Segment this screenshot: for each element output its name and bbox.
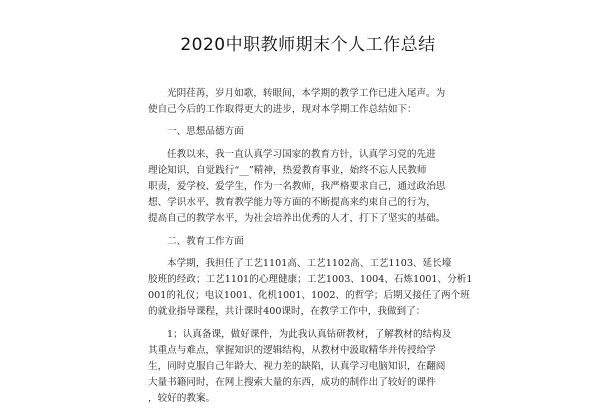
text-line: 其重点与难点，掌握知识的逻辑结构，从教材中汲取精华并传授给学	[148, 344, 436, 356]
section-heading-ideology	[148, 124, 468, 140]
document-body	[148, 86, 473, 414]
text-line: ，较好的教案。	[148, 393, 216, 405]
text-line: 任教以来，我一直认真学习国家的教育方针，认真学习党的先进	[167, 148, 436, 160]
text-line: 的就业指导课程，共计课时400课时，在教学工作中，我做到了：	[148, 306, 426, 318]
text-line: 职责，爱学校、爱学生，作为一名教师，我严格要求自己，通过政治思	[148, 181, 446, 193]
heading-text: 二、教育工作方面	[167, 235, 244, 247]
text-line: 001的礼仪；电议1001、化机1001、1002、的哲学；后期又接任了两个班	[148, 290, 470, 302]
section-heading-teaching	[148, 234, 468, 250]
text-line: 本学期，我担任了工艺1101高、工艺1102高、工艺1103、延长壕	[167, 257, 452, 269]
text-line: 提高自己的教学水平，为社会培养出优秀的人才，打下了坚实的基础。	[148, 213, 446, 225]
ideology-paragraph	[148, 147, 468, 228]
teaching-paragraph	[148, 256, 473, 321]
text-line: 使自己今后的工作取得更大的进步，现对本学期工作总结如下：	[148, 104, 417, 116]
document-title: 2020中职教师期末个人工作总结	[180, 35, 436, 55]
text-line: 光阴荏苒，岁月如歌，转眼间，本学期的教学工作已进入尾声。为	[167, 88, 446, 99]
text-line: 大量书籍同时，在网上搜索大量的东西，成功的制作出了较好的课件	[148, 377, 436, 389]
text-line: 1；认真备课，做好课件，为此我认真钻研教材，了解教材的结构及	[167, 328, 452, 340]
heading-text: 一、思想品德方面	[167, 126, 244, 138]
text-line: 想、学识水平、教育教学能力等方面的不断提高来约束自己的行为，	[148, 197, 436, 209]
text-line: 胶班的经政；工艺1101的心理健康；工艺1003、1004、石炼1001、分析1	[148, 274, 473, 286]
text-line: 理论知识，自觉践行“__”精神，热爱教育事业，始终不忘人民教师	[148, 164, 427, 176]
intro-paragraph	[148, 86, 468, 118]
text-line: 生，同时克服自己年龄大、视力差的缺陷，认真学习电脑知识，在翻阅	[148, 361, 446, 373]
lesson-prep-paragraph	[148, 327, 468, 408]
